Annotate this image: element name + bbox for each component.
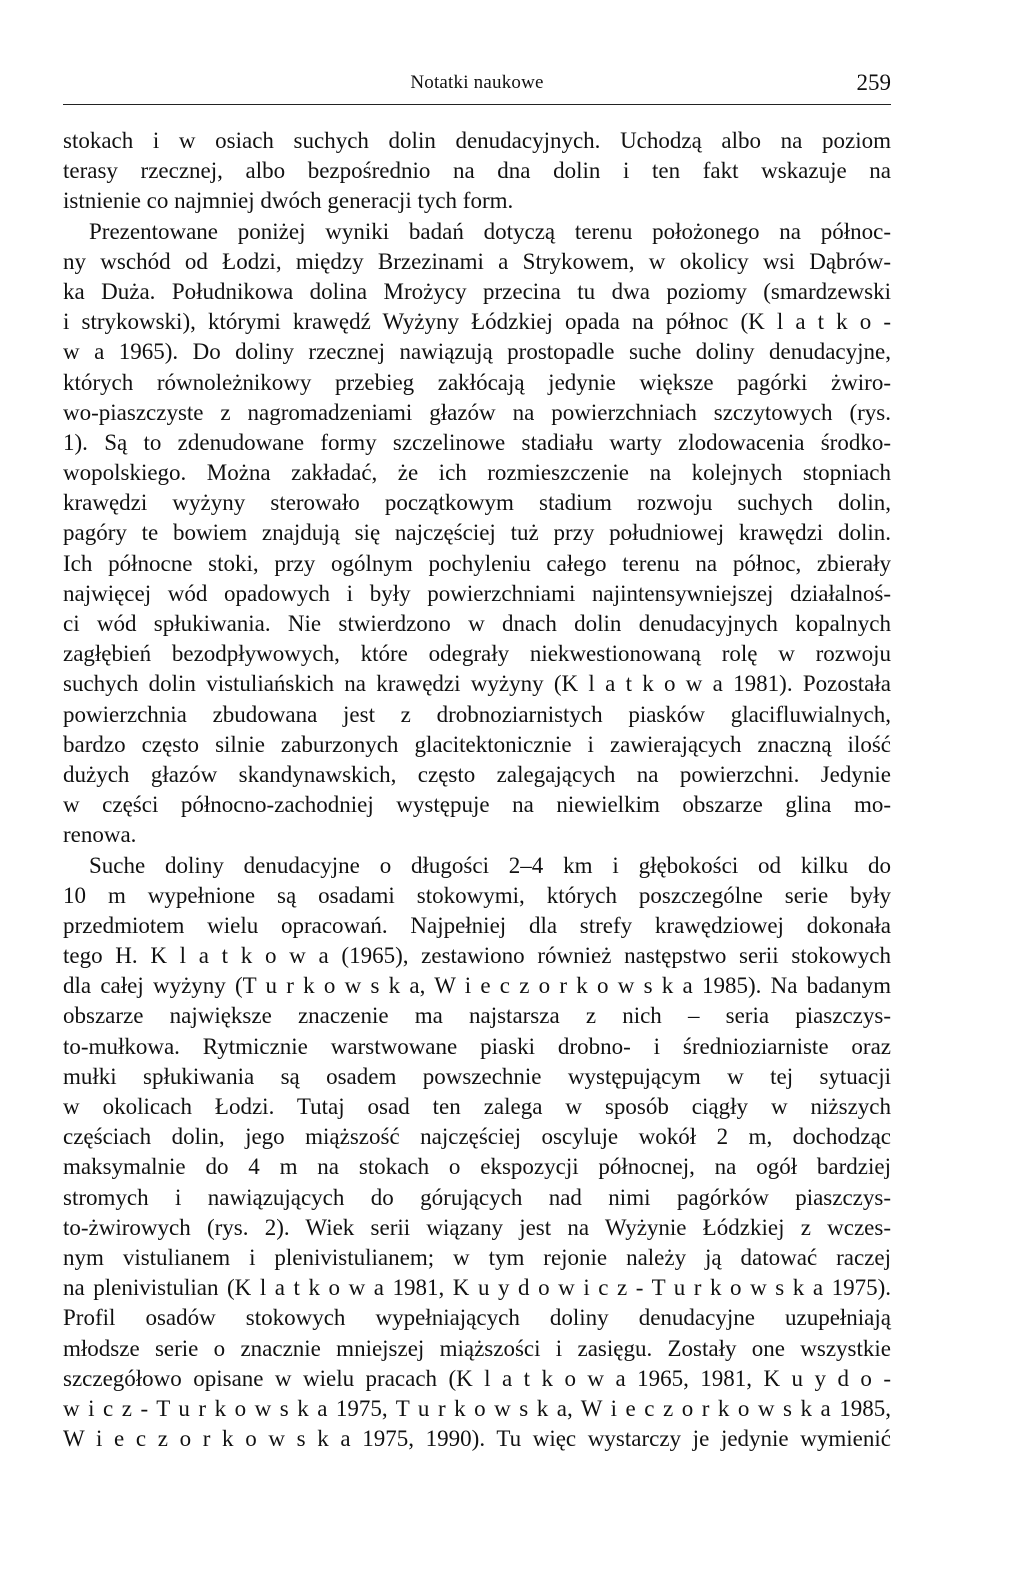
text-line: suchych dolin vistuliańskich na krawędzi wyżyny (K l a t k o w a 1981). Pozostała — [63, 671, 891, 697]
text-line: przedmiotem wielu opracowań. Najpełniej dla strefy krawędziowej dokonała — [63, 912, 891, 938]
text-line: młodsze serie o znacznie mniejszej miąższości i zasięgu. Zostały one wszystkie — [63, 1335, 891, 1361]
text-line: terasy rzecznej, albo bezpośrednio na dna dolin i ten fakt wskazuje na — [63, 158, 891, 184]
text-line: powierzchnia zbudowana jest z drobnoziarnistych piasków glacifluwialnych, — [63, 701, 891, 727]
text-line: 10 m wypełnione są osadami stokowymi, których poszczególne serie były — [63, 882, 891, 908]
body-text — [63, 126, 891, 1454]
text-line: i strykowski), którymi krawędź Wyżyny Łódzkiej opada na północ (K l a t k o - — [63, 309, 891, 335]
text-line: ci wód spłukiwania. Nie stwierdzono w dnach dolin denudacyjnych kopalnych — [63, 611, 891, 636]
running-title: Notatki naukowe — [410, 72, 544, 93]
text-line: pagóry te bowiem znajdują się najczęściej tuż przy południowej krawędzi dolin. — [63, 520, 891, 546]
text-line: wo-piaszczyste z nagromadzeniami głazów na powierzchniach szczytowych (rys. — [63, 399, 891, 425]
text-line: Prezentowane poniżej wyniki badań dotyczą terenu położonego na północ- — [89, 218, 891, 244]
text-line: ka Duża. Południkowa dolina Mrożycy przecina tu dwa poziomy (smardzewski — [63, 278, 891, 304]
text-line: szczegółowo opisane w wielu pracach (K l a t k o w a 1965, 1981, K u y d o - — [63, 1365, 891, 1391]
text-line: zagłębień bezodpływowych, które odegrały niekwestionowaną rolę w rozwoju — [63, 641, 891, 667]
text-line: stokach i w osiach suchych dolin denudacyjnych. Uchodzą albo na poziom — [63, 128, 891, 153]
page-number: 259 — [856, 70, 891, 95]
text-line: w a 1965). Do doliny rzecznej nawiązują prostopadle suche doliny denudacyjne, — [63, 339, 891, 365]
text-line: dla całej wyżyny (T u r k o w s k a, W i e c z o r k o w s k a 1985). Na badanym — [63, 973, 891, 999]
text-line: krawędzi wyżyny sterowało początkowym stadium rozwoju suchych dolin, — [63, 490, 891, 516]
text-line: w okolicach Łodzi. Tutaj osad ten zalega w sposób ciągły w niższych — [63, 1094, 891, 1119]
text-line: w i c z - T u r k o w s k a 1975, T u r k o w s k a, W i e c z o r k o w s k a 1985, — [63, 1395, 891, 1421]
text-line: 1). Są to zdenudowane formy szczelinowe stadiału warty zlodowacenia środko- — [63, 429, 891, 455]
page-header — [63, 68, 891, 105]
text-line: obszarze największe znaczenie ma najstarsza z nich – seria piaszczys- — [63, 1003, 891, 1029]
text-line: częściach dolin, jego miąższość najczęściej oscyluje wokół 2 m, dochodząc — [63, 1124, 891, 1150]
text-line: to-żwirowych (rys. 2). Wiek serii wiązany jest na Wyżynie Łódzkiej z wczes- — [63, 1214, 891, 1240]
text-line: Suche doliny denudacyjne o długości 2–4 km i głębokości od kilku do — [89, 852, 891, 878]
text-line: Ich północne stoki, przy ogólnym pochyleniu całego terenu na północ, zbierały — [63, 550, 891, 576]
text-line: najwięcej wód opadowych i były powierzchniami najintensywniejszej działalnoś- — [63, 580, 891, 606]
text-line: nym vistulianem i plenivistulianem; w tym rejonie należy ją datować raczej — [63, 1244, 891, 1270]
text-line: to-mułkowa. Rytmicznie warstwowane piaski drobno- i średnioziarniste oraz — [63, 1033, 891, 1059]
text-line: stromych i nawiązujących do górujących nad nimi pagórków piaszczys- — [63, 1184, 891, 1210]
text-line: dużych głazów skandynawskich, często zalegających na powierzchni. Jedynie — [63, 761, 891, 787]
text-line: ny wschód od Łodzi, między Brzezinami a Strykowem, w okolicy wsi Dąbrów- — [63, 248, 891, 274]
text-line: na plenivistulian (K l a t k o w a 1981, K u y d o w i c z - T u r k o w s k a 1975). — [63, 1275, 891, 1301]
text-line: renowa. — [63, 822, 137, 848]
text-line: mułki spłukiwania są osadem powszechnie występującym w tej sytuacji — [63, 1063, 891, 1089]
text-line: maksymalnie do 4 m na stokach o ekspozycji północnej, na ogół bardziej — [63, 1154, 891, 1180]
text-line: tego H. K l a t k o w a (1965), zestawiono również następstwo serii stokowych — [63, 943, 891, 969]
text-line: bardzo często silnie zaburzonych glacitektonicznie i zawierających znaczną ilość — [63, 731, 891, 757]
text-line: w części północno-zachodniej występuje na niewielkim obszarze glina mo- — [63, 792, 891, 818]
text-line: wopolskiego. Można zakładać, że ich rozmieszczenie na kolejnych stopniach — [63, 460, 891, 486]
text-line: których równoleżnikowy przebieg zakłócają jedynie większe pagórki żwiro- — [63, 369, 891, 395]
text-line: istnienie co najmniej dwóch generacji tych form. — [63, 188, 514, 214]
text-line: W i e c z o r k o w s k a 1975, 1990). Tu więc wystarczy je jedynie wymienić — [63, 1426, 891, 1452]
text-line: Profil osadów stokowych wypełniających doliny denudacyjne uzupełniają — [63, 1305, 891, 1331]
